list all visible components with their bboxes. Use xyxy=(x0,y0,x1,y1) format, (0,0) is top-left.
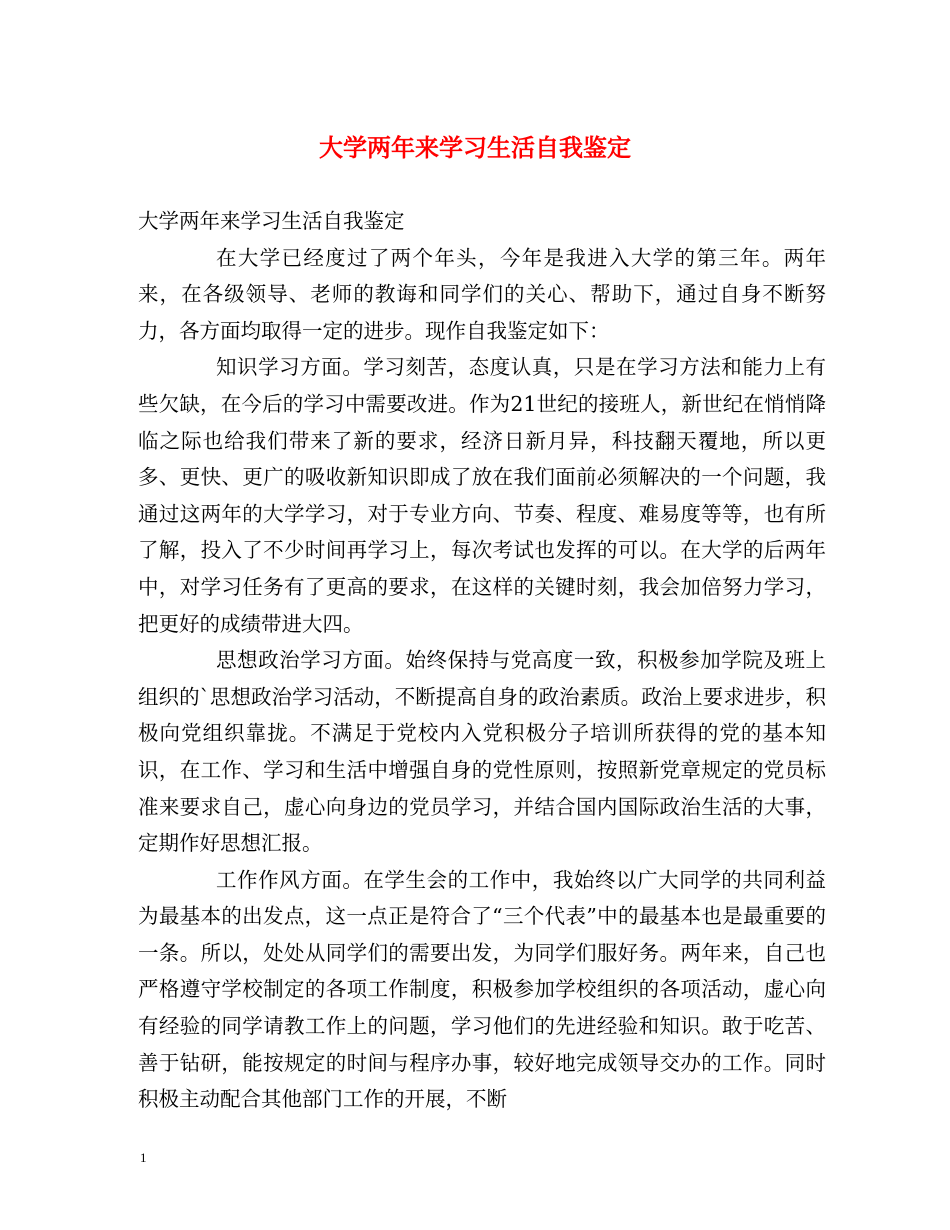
subtitle-paragraph: 大学两年来学习生活自我鉴定 xyxy=(138,209,405,233)
political-study-paragraph: 思想政治学习方面。始终保持与党高度一致，积极参加学院及班上组织的`思想政治学习活动，不断提高自身的政治素质。政治上要求进步，积极向党组织靠拢。不满足于党校内入党积极分子培训所获得的党的基本知识，在工作、学习和生活中增强自身的党性原则，按照新党章规定的党员标准来要求自己，虚心向身边的党员学习，并结合国内国际政治生活的大事，定期作好思想汇报。 xyxy=(138,648,826,856)
work-style-paragraph: 工作作风方面。在学生会的工作中，我始终以广大同学的共同利益为最基本的出发点，这一点正是符合了“三个代表”中的最基本也是最重要的一条。所以，处处从同学们的需要出发，为同学们服好务。两年来，自己也严格遵守学校制定的各项工作制度，积极参加学校组织的各项活动，虚心向有经验的同学请教工作上的问题，学习他们的先进经验和知识。敢于吃苦、善于钻研，能按规定的时间与程序办事，较好地完成领导交办的工作。同时积极主动配合其他部门工作的开展，不断 xyxy=(138,867,826,1112)
page-number: 1 xyxy=(140,1150,147,1165)
intro-paragraph: 在大学已经度过了两个年头，今年是我进入大学的第三年。两年来，在各级领导、老师的教诲和同学们的关心、帮助下，通过自身不断努力，各方面均取得一定的进步。现作自我鉴定如下： xyxy=(138,245,826,343)
document-body xyxy=(138,203,826,1118)
document-title: 大学两年来学习生活自我鉴定 xyxy=(319,133,631,162)
knowledge-study-paragraph: 知识学习方面。学习刻苦，态度认真，只是在学习方法和能力上有些欠缺，在今后的学习中需要改进。作为21世纪的接班人，新世纪在悄悄降临之际也给我们带来了新的要求，经济日新月异，科技翻天覆地，所以更多、更快、更广的吸收新知识即成了放在我们面前必须解决的一个问题，我通过这两年的大学学习，对于专业方向、节奏、程度、难易度等等，也有所了解，投入了不少时间再学习上，每次考试也发挥的可以。在大学的后两年中，对学习任务有了更高的要求，在这样的关键时刻，我会加倍努力学习，把更好的成绩带进大四。 xyxy=(138,355,826,636)
